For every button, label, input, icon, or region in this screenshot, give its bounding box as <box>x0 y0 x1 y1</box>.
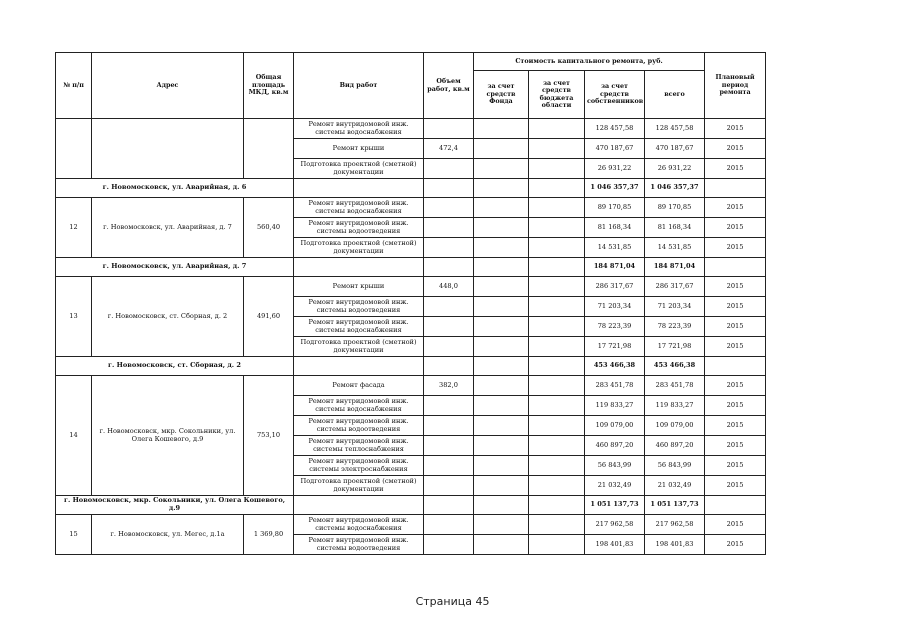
subtotal-total: 1 051 137,73 <box>645 496 705 515</box>
fund-cell <box>474 317 529 337</box>
own-funds-cell: 26 931,22 <box>585 159 645 179</box>
budget-cell <box>529 416 585 436</box>
header-volume: Объем работ, кв.м <box>424 53 474 119</box>
own-funds-cell: 119 833,27 <box>585 396 645 416</box>
own-funds-cell: 14 531,85 <box>585 238 645 258</box>
work-type-cell: Подготовка проектной (сметной) документации <box>294 476 424 496</box>
period-cell: 2015 <box>705 159 766 179</box>
subtotal-own: 453 466,38 <box>585 357 645 376</box>
address-cell: г. Новомосковск, ст. Сборная, д. 2 <box>92 277 244 357</box>
empty-cell <box>705 496 766 515</box>
own-funds-cell: 78 223,39 <box>585 317 645 337</box>
total-cell: 14 531,85 <box>645 238 705 258</box>
own-funds-cell: 286 317,67 <box>585 277 645 297</box>
table-row <box>56 515 766 535</box>
subtotal-total: 184 871,04 <box>645 258 705 277</box>
volume-cell <box>424 535 474 555</box>
period-cell: 2015 <box>705 396 766 416</box>
total-cell: 81 168,34 <box>645 218 705 238</box>
address-cell <box>92 119 244 179</box>
volume-cell <box>424 119 474 139</box>
period-cell: 2015 <box>705 376 766 396</box>
total-cell: 17 721,98 <box>645 337 705 357</box>
table-row <box>56 119 766 139</box>
header-own: за счет средств собственников <box>585 71 645 119</box>
fund-cell <box>474 198 529 218</box>
address-cell: г. Новомосковск, ул. Аварийная, д. 7 <box>92 198 244 258</box>
own-funds-cell: 198 401,83 <box>585 535 645 555</box>
fund-cell <box>474 456 529 476</box>
total-cell: 470 187,67 <box>645 139 705 159</box>
subtotal-row <box>56 496 766 515</box>
subtotal-label: г. Новомосковск, мкр. Сокольники, ул. Олега Кошевого, д.9 <box>56 496 294 515</box>
header-period: Плановый период ремонта <box>705 53 766 119</box>
subtotal-row <box>56 258 766 277</box>
total-cell: 26 931,22 <box>645 159 705 179</box>
header-num: № п/п <box>56 53 92 119</box>
total-cell: 286 317,67 <box>645 277 705 297</box>
budget-cell <box>529 317 585 337</box>
empty-cell <box>529 179 585 198</box>
header-total: всего <box>645 71 705 119</box>
volume-cell <box>424 317 474 337</box>
period-cell: 2015 <box>705 337 766 357</box>
fund-cell <box>474 277 529 297</box>
budget-cell <box>529 515 585 535</box>
budget-cell <box>529 396 585 416</box>
period-cell: 2015 <box>705 297 766 317</box>
volume-cell <box>424 337 474 357</box>
fund-cell <box>474 159 529 179</box>
row-number <box>56 119 92 179</box>
subtotal-label: г. Новомосковск, ул. Аварийная, д. 7 <box>56 258 294 277</box>
address-cell: г. Новомосковск, мкр. Сокольники, ул. Олега Кошевого, д.9 <box>92 376 244 496</box>
work-type-cell: Ремонт внутридомовой инж. системы водоотведения <box>294 218 424 238</box>
period-cell: 2015 <box>705 476 766 496</box>
subtotal-row <box>56 179 766 198</box>
budget-cell <box>529 535 585 555</box>
empty-cell <box>529 357 585 376</box>
empty-cell <box>294 179 424 198</box>
budget-cell <box>529 376 585 396</box>
own-funds-cell: 71 203,34 <box>585 297 645 317</box>
header-fund: за счет средств Фонда <box>474 71 529 119</box>
fund-cell <box>474 535 529 555</box>
budget-cell <box>529 297 585 317</box>
total-cell: 217 962,58 <box>645 515 705 535</box>
volume-cell <box>424 396 474 416</box>
subtotal-own: 1 051 137,73 <box>585 496 645 515</box>
period-cell: 2015 <box>705 456 766 476</box>
own-funds-cell: 17 721,98 <box>585 337 645 357</box>
period-cell: 2015 <box>705 317 766 337</box>
area-cell <box>244 119 294 179</box>
empty-cell <box>474 258 529 277</box>
empty-cell <box>705 179 766 198</box>
budget-cell <box>529 218 585 238</box>
subtotal-own: 1 046 357,37 <box>585 179 645 198</box>
total-cell: 128 457,58 <box>645 119 705 139</box>
work-type-cell: Подготовка проектной (сметной) документации <box>294 159 424 179</box>
own-funds-cell: 470 187,67 <box>585 139 645 159</box>
own-funds-cell: 89 170,85 <box>585 198 645 218</box>
own-funds-cell: 460 897,20 <box>585 436 645 456</box>
period-cell: 2015 <box>705 139 766 159</box>
budget-cell <box>529 198 585 218</box>
period-cell: 2015 <box>705 119 766 139</box>
empty-cell <box>294 258 424 277</box>
period-cell: 2015 <box>705 436 766 456</box>
budget-cell <box>529 436 585 456</box>
volume-cell <box>424 198 474 218</box>
total-cell: 78 223,39 <box>645 317 705 337</box>
own-funds-cell: 217 962,58 <box>585 515 645 535</box>
subtotal-own: 184 871,04 <box>585 258 645 277</box>
row-number: 13 <box>56 277 92 357</box>
budget-cell <box>529 238 585 258</box>
fund-cell <box>474 119 529 139</box>
empty-cell <box>424 496 474 515</box>
work-type-cell: Ремонт крыши <box>294 139 424 159</box>
work-type-cell: Ремонт крыши <box>294 277 424 297</box>
budget-cell <box>529 159 585 179</box>
empty-cell <box>474 496 529 515</box>
fund-cell <box>474 476 529 496</box>
header-cost-group: Стоимость капитального ремонта, руб. <box>474 53 705 71</box>
work-type-cell: Ремонт внутридомовой инж. системы водоотведения <box>294 297 424 317</box>
page-number: Страница 45 <box>415 595 490 608</box>
empty-cell <box>424 357 474 376</box>
fund-cell <box>474 376 529 396</box>
own-funds-cell: 21 032,49 <box>585 476 645 496</box>
own-funds-cell: 128 457,58 <box>585 119 645 139</box>
row-number: 12 <box>56 198 92 258</box>
work-type-cell: Ремонт внутридомовой инж. системы водоотведения <box>294 535 424 555</box>
empty-cell <box>474 179 529 198</box>
period-cell: 2015 <box>705 515 766 535</box>
own-funds-cell: 81 168,34 <box>585 218 645 238</box>
row-number: 14 <box>56 376 92 496</box>
total-cell: 283 451,78 <box>645 376 705 396</box>
period-cell: 2015 <box>705 535 766 555</box>
work-type-cell: Ремонт внутридомовой инж. системы водоснабжения <box>294 396 424 416</box>
work-type-cell: Ремонт фасада <box>294 376 424 396</box>
area-cell: 753,10 <box>244 376 294 496</box>
fund-cell <box>474 139 529 159</box>
capital-repair-table <box>55 52 766 555</box>
volume-cell <box>424 297 474 317</box>
volume-cell <box>424 436 474 456</box>
volume-cell <box>424 159 474 179</box>
budget-cell <box>529 139 585 159</box>
table-body <box>56 119 766 555</box>
total-cell: 71 203,34 <box>645 297 705 317</box>
total-cell: 21 032,49 <box>645 476 705 496</box>
work-type-cell: Ремонт внутридомовой инж. системы теплоснабжения <box>294 436 424 456</box>
empty-cell <box>424 258 474 277</box>
volume-cell: 448,0 <box>424 277 474 297</box>
volume-cell <box>424 238 474 258</box>
period-cell: 2015 <box>705 238 766 258</box>
table-row <box>56 376 766 396</box>
budget-cell <box>529 119 585 139</box>
subtotal-total: 453 466,38 <box>645 357 705 376</box>
total-cell: 89 170,85 <box>645 198 705 218</box>
work-type-cell: Ремонт внутридомовой инж. системы водоснабжения <box>294 198 424 218</box>
fund-cell <box>474 396 529 416</box>
header-area: Общая площадь МКД, кв.м <box>244 53 294 119</box>
table-row <box>56 277 766 297</box>
period-cell: 2015 <box>705 218 766 238</box>
work-type-cell: Ремонт внутридомовой инж. системы водоснабжения <box>294 515 424 535</box>
budget-cell <box>529 456 585 476</box>
empty-cell <box>424 179 474 198</box>
row-number: 15 <box>56 515 92 555</box>
fund-cell <box>474 218 529 238</box>
volume-cell: 382,0 <box>424 376 474 396</box>
fund-cell <box>474 337 529 357</box>
empty-cell <box>705 357 766 376</box>
total-cell: 119 833,27 <box>645 396 705 416</box>
header-work-type: Вид работ <box>294 53 424 119</box>
own-funds-cell: 109 079,00 <box>585 416 645 436</box>
period-cell: 2015 <box>705 416 766 436</box>
empty-cell <box>474 357 529 376</box>
own-funds-cell: 283 451,78 <box>585 376 645 396</box>
work-type-cell: Ремонт внутридомовой инж. системы водоснабжения <box>294 119 424 139</box>
budget-cell <box>529 476 585 496</box>
table-row <box>56 198 766 218</box>
subtotal-total: 1 046 357,37 <box>645 179 705 198</box>
header-address: Адрес <box>92 53 244 119</box>
work-type-cell: Ремонт внутридомовой инж. системы электроснабжения <box>294 456 424 476</box>
work-type-cell: Ремонт внутридомовой инж. системы водоснабжения <box>294 317 424 337</box>
period-cell: 2015 <box>705 198 766 218</box>
work-type-cell: Ремонт внутридомовой инж. системы водоотведения <box>294 416 424 436</box>
fund-cell <box>474 515 529 535</box>
area-cell: 1 369,80 <box>244 515 294 555</box>
total-cell: 460 897,20 <box>645 436 705 456</box>
budget-cell <box>529 277 585 297</box>
total-cell: 56 843,99 <box>645 456 705 476</box>
volume-cell <box>424 416 474 436</box>
work-type-cell: Подготовка проектной (сметной) документации <box>294 238 424 258</box>
area-cell: 560,40 <box>244 198 294 258</box>
area-cell: 491,60 <box>244 277 294 357</box>
empty-cell <box>294 496 424 515</box>
header-budget: за счет средств бюджета области <box>529 71 585 119</box>
period-cell: 2015 <box>705 277 766 297</box>
empty-cell <box>529 496 585 515</box>
empty-cell <box>294 357 424 376</box>
volume-cell <box>424 456 474 476</box>
fund-cell <box>474 416 529 436</box>
budget-cell <box>529 337 585 357</box>
fund-cell <box>474 238 529 258</box>
address-cell: г. Новомосковск, ул. Мегес, д.1а <box>92 515 244 555</box>
subtotal-row <box>56 357 766 376</box>
empty-cell <box>705 258 766 277</box>
volume-cell <box>424 515 474 535</box>
volume-cell <box>424 218 474 238</box>
fund-cell <box>474 297 529 317</box>
subtotal-label: г. Новомосковск, ст. Сборная, д. 2 <box>56 357 294 376</box>
fund-cell <box>474 436 529 456</box>
total-cell: 109 079,00 <box>645 416 705 436</box>
subtotal-label: г. Новомосковск, ул. Аварийная, д. 6 <box>56 179 294 198</box>
volume-cell <box>424 476 474 496</box>
volume-cell: 472,4 <box>424 139 474 159</box>
work-type-cell: Подготовка проектной (сметной) документации <box>294 337 424 357</box>
empty-cell <box>529 258 585 277</box>
total-cell: 198 401,83 <box>645 535 705 555</box>
own-funds-cell: 56 843,99 <box>585 456 645 476</box>
